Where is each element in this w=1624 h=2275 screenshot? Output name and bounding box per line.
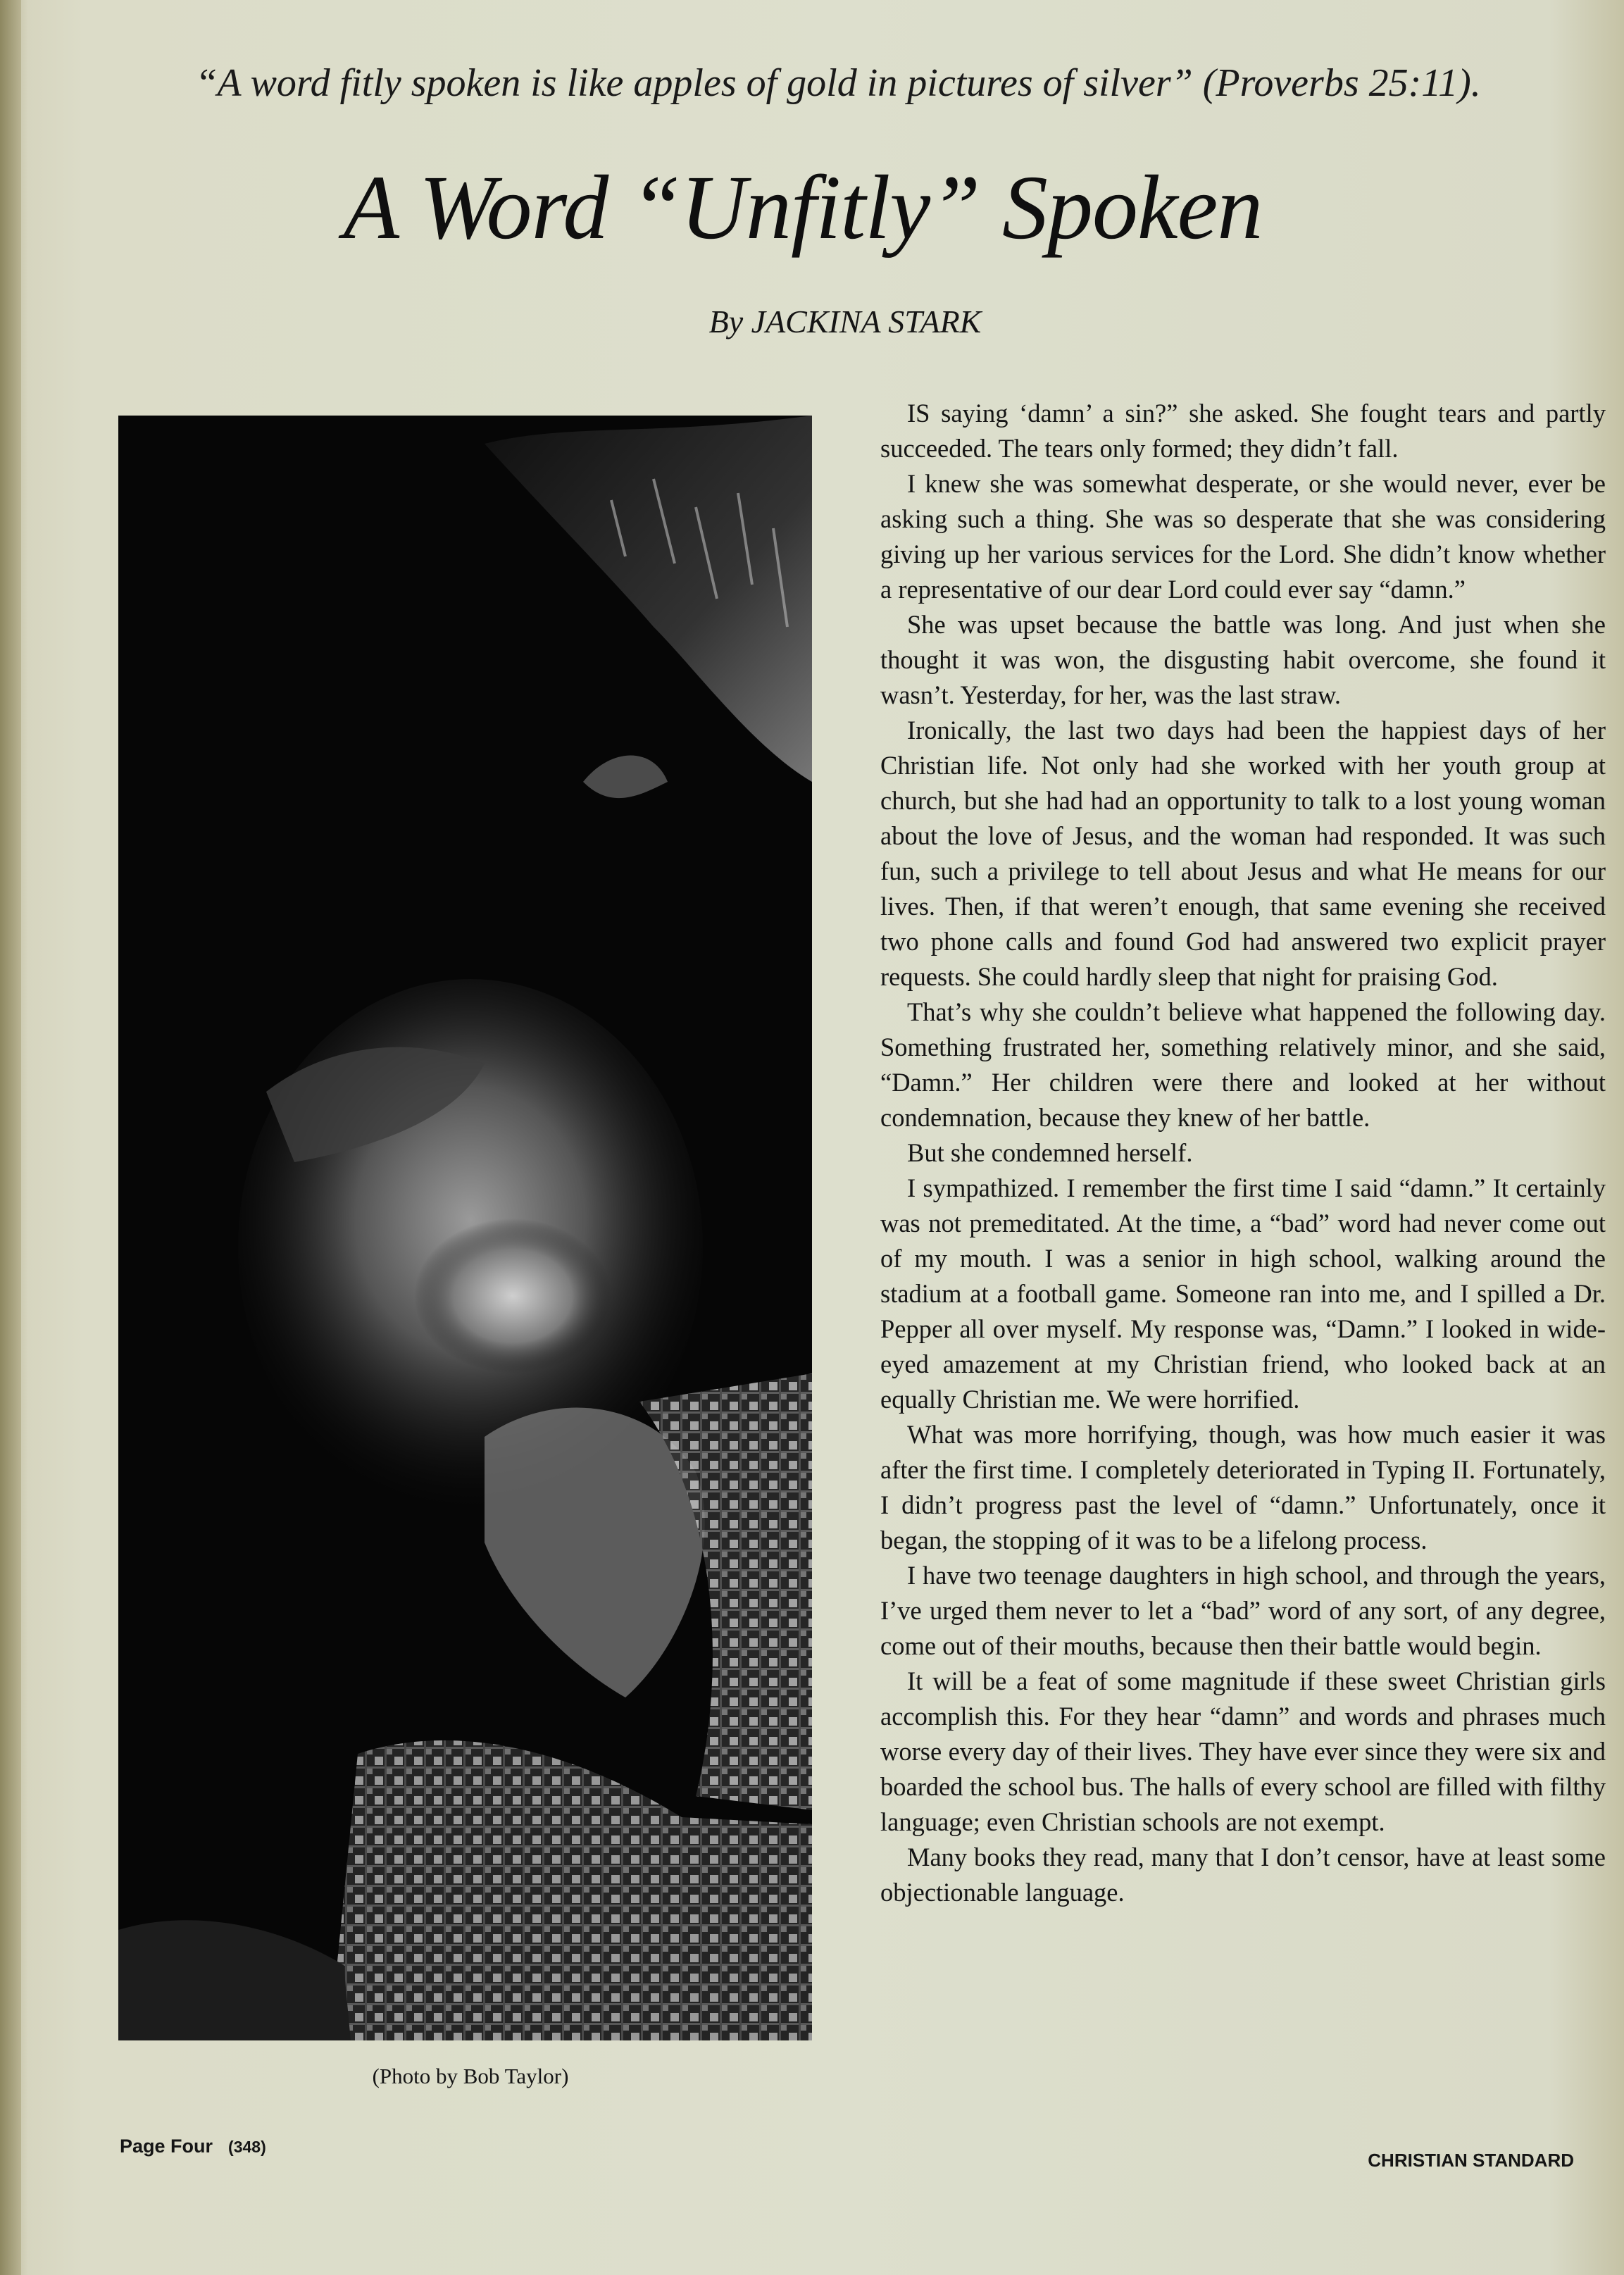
page-number: (348) <box>228 2138 266 2156</box>
paragraph: That’s why she couldn’t believe what happened the following day. Something frustrated her, something relatively minor, and she said, “Damn.” Her children were there and looked at her without condemnation, because they knew of her battle. <box>880 997 1606 1132</box>
photo-caption: (Photo by Bob Taylor) <box>372 2064 569 2088</box>
page-label: Page Four <box>120 2136 213 2157</box>
article-photo <box>118 416 812 2040</box>
paragraph: But she condemned herself. <box>907 1138 1193 1167</box>
paragraph: She was upset because the battle was long. And just when she thought it was won, the disgusting habit overcome, she found it wasn’t. Yesterday, for her, was the last straw. <box>880 610 1606 709</box>
page-folio <box>120 2136 266 2157</box>
article-body <box>880 396 1606 1910</box>
article-title: A Word “Unfitly” Spoken <box>343 157 1263 258</box>
paragraph: I have two teenage daughters in high school, and through the years, I’ve urged them never to let a “bad” word of any sort, of any degree, come out of their mouths, because then their battle would begin. <box>880 1561 1606 1660</box>
byline: By JACKINA STARK <box>708 304 982 339</box>
paragraph: Ironically, the last two days had been the happiest days of her Christian life. Not only had she worked with her youth group at church, but she had had an opportunity to talk to a lost young woman about the love of Jesus, and the woman had responded. It was such fun, such a privilege to tell about Jesus and what He means for our lives. Then, if that weren’t enough, that same evening she received two phone calls and found God had answered two explicit prayer requests. She could hardly sleep that night for praising God. <box>880 716 1606 991</box>
epigraph: “A word fitly spoken is like apples of gold in pictures of silver” (Proverbs 25:11). <box>195 61 1481 105</box>
paragraph: I sympathized. I remember the first time I said “damn.” It certainly was not premeditated. At the time, a “bad” word had never come out of my mouth. I was a senior in high school, walking around the stadium at a football game. Someone ran into me, and I spilled a Dr. Pepper all over myself. My response was, “Damn.” I looked in wide-eyed amazement at my Christian friend, who looked back at an equally Christian me. We were horrified. <box>880 1173 1606 1414</box>
publication-name: CHRISTIAN STANDARD <box>1368 2150 1574 2171</box>
paragraph: IS saying ‘damn’ a sin?” she asked. She fought tears and partly succeeded. The tears only formed; they didn’t fall. <box>880 399 1606 463</box>
paragraph: I knew she was somewhat desperate, or she would never, ever be asking such a thing. She was so desperate that she was considering giving up her various services for the Lord. She didn’t know whether a representative of our dear Lord could ever say “damn.” <box>880 469 1606 604</box>
paragraph: Many books they read, many that I don’t censor, have at least some objectionable language. <box>880 1843 1606 1907</box>
paragraph: What was more horrifying, though, was how much easier it was after the first time. I completely deteriorated in Typing II. Fortunately, I didn’t progress past the level of “damn.” Unfortunately, once it began, the stopping of it was to be a lifelong process. <box>880 1420 1606 1554</box>
paragraph: It will be a feat of some magnitude if these sweet Christian girls accomplish this. For they hear “damn” and words and phrases much worse every day of their lives. They have ever since they were six and boarded the school bus. The halls of every school are filled with filthy language; even Christian schools are not exempt. <box>880 1666 1606 1836</box>
